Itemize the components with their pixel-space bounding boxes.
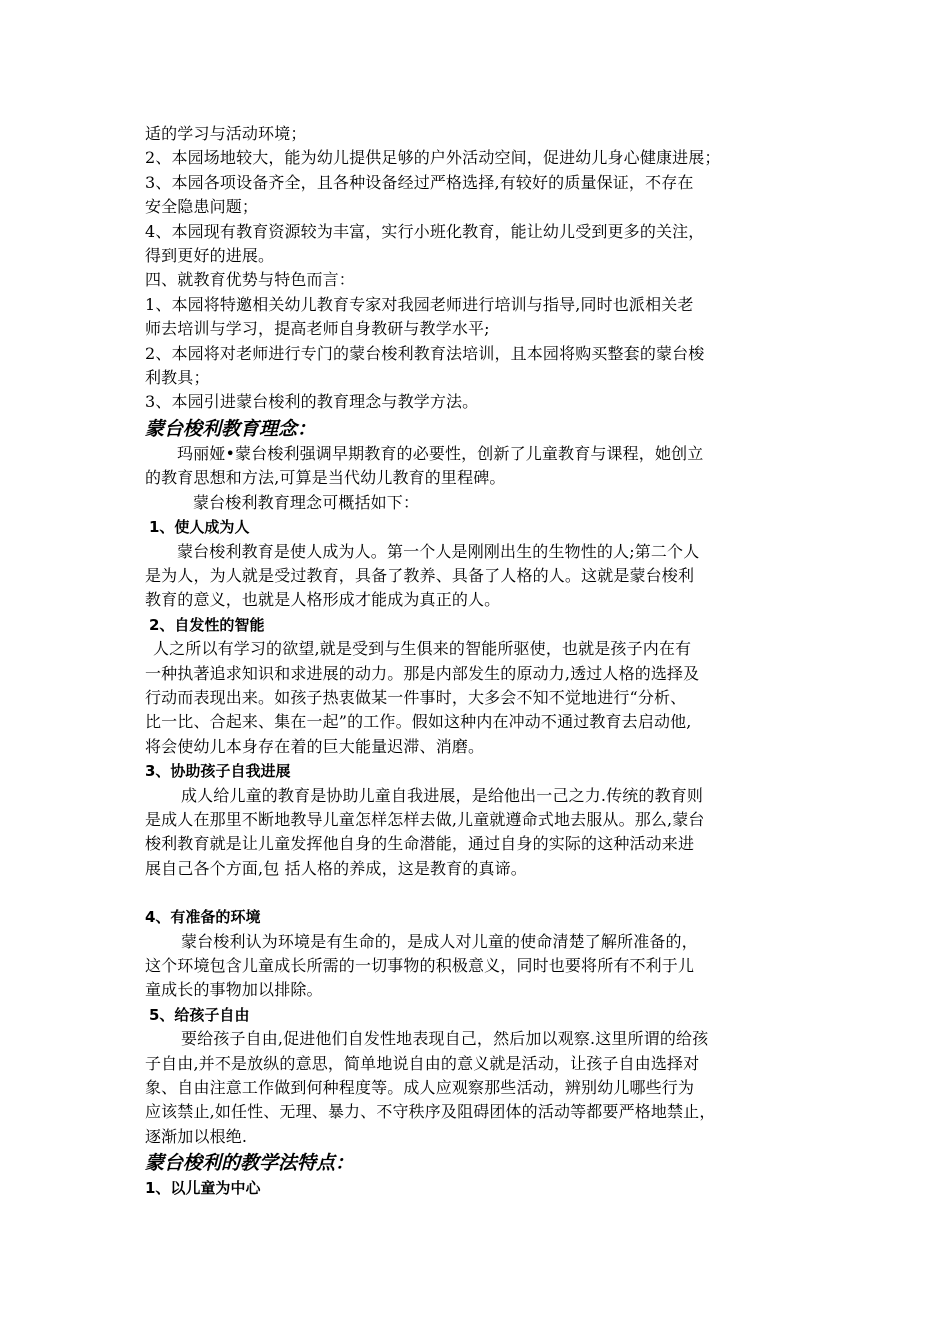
- text-line: 安全隐患问题；: [145, 197, 259, 217]
- text-line: 应该禁止,如任性、无理、暴力、不守秩序及阻碍团体的活动等都要严格地禁止，: [145, 1102, 716, 1122]
- subheading-4: 4、有准备的环境: [145, 908, 261, 927]
- text-line: 子自由,并不是放纵的意思，简单地说自由的意义就是活动，让孩子自由选择对: [145, 1053, 700, 1073]
- text-line: 1、本园将特邀相关幼儿教育专家对我园老师进行培训与指导,同时也派相关老: [145, 294, 694, 314]
- section-heading-method: 蒙台梭利的教学法特点：: [145, 1152, 355, 1175]
- text-line: 2、本园将对老师进行专门的蒙台梭利教育法培训，且本园将购买整套的蒙台梭: [145, 343, 705, 363]
- text-line: 四、就教育优势与特色而言：: [145, 270, 355, 290]
- text-line: 行动而表现出来。如孩子热衷做某一件事时，大多会不知不觉地进行“分析、: [145, 687, 687, 707]
- text-line: 一种执著追求知识和求进展的动力。那是内部发生的原动力,透过人格的选择及: [145, 663, 700, 683]
- text-line: 的教育思想和方法,可算是当代幼儿教育的里程碑。: [145, 468, 506, 488]
- text-line: 象、自由注意工作做到何种程度等。成人应观察那些活动，辨别幼儿哪些行为: [145, 1078, 695, 1098]
- text-line: 得到更好的进展。: [145, 246, 275, 266]
- text-line: 教育的意义，也就是人格形成才能成为真正的人。: [145, 590, 501, 610]
- document-body: [145, 122, 815, 1201]
- subheading-2: 2、自发性的智能: [149, 615, 265, 634]
- text-line: 师去培训与学习，提高老师自身教研与教学水平;: [145, 319, 490, 339]
- text-line: 童成长的事物加以排除。: [145, 980, 323, 1000]
- text-line: 成人给儿童的教育是协助儿童自我进展，是给他出一己之力.传统的教育则: [181, 785, 704, 805]
- text-line: 这个环境包含儿童成长所需的一切事物的积极意义，同时也要将所有不利于儿: [145, 956, 695, 975]
- text-line: 玛丽娅•蒙台梭利强调早期教育的必要性，创新了儿童教育与课程，她创立: [177, 443, 704, 463]
- text-line: 展自己各个方面,包 括人格的养成，这是教育的真谛。: [145, 858, 527, 878]
- text-line: 逐渐加以根绝.: [145, 1126, 248, 1146]
- text-line: 蒙台梭利认为环境是有生命的，是成人对儿童的使命清楚了解所准备的，: [181, 931, 698, 951]
- text-line: 是为人，为人就是受过教育，具备了教养、具备了人格的人。这就是蒙台梭利: [145, 565, 695, 585]
- text-line: 是成人在那里不断地教导儿童怎样怎样去做,儿童就遵命式地去服从。那么,蒙台: [145, 809, 705, 829]
- subheading-5: 5、给孩子自由: [149, 1005, 250, 1024]
- text-line: 3、本园引进蒙台梭利的教育理念与教学方法。: [145, 392, 479, 412]
- text-line: 蒙台梭利教育理念可概括如下：: [193, 492, 420, 512]
- text-line: 将会使幼儿本身存在着的巨大能量迟滞、消磨。: [145, 736, 485, 756]
- subheading-3: 3、协助孩子自我进展: [145, 762, 291, 781]
- text-line: 人之所以有学习的欲望,就是受到与生俱来的智能所驱使，也就是孩子内在有: [153, 639, 692, 659]
- text-line: 利教具；: [145, 368, 210, 388]
- text-line: 2、本园场地较大，能为幼儿提供足够的户外活动空间，促进幼儿身心健康进展；: [145, 148, 721, 168]
- text-line: 3、本园各项设备齐全，且各种设备经过严格选择,有较好的质量保证，不存在: [145, 172, 694, 192]
- subheading-method-1: 1、以儿童为中心: [145, 1179, 261, 1198]
- blank-line: [145, 881, 815, 905]
- text-line: 4、本园现有教育资源较为丰富，实行小班化教育，能让幼儿受到更多的关注，: [145, 221, 705, 241]
- subheading-1: 1、使人成为人: [149, 518, 250, 537]
- text-line: 梭利教育就是让儿童发挥他自身的生命潜能，通过自身的实际的这种活动来进: [145, 834, 695, 854]
- text-line: 蒙台梭利教育是使人成为人。第一个人是刚刚出生的生物性的人;第二个人: [177, 541, 700, 561]
- section-heading-idea: 蒙台梭利教育理念：: [145, 417, 317, 440]
- text-line: 适的学习与活动环境；: [145, 124, 307, 143]
- text-line: 要给孩子自由,促进他们自发性地表现自己，然后加以观察.这里所谓的给孩: [181, 1029, 709, 1049]
- text-line: 比一比、合起来、集在一起”的工作。假如这种内在冲动不通过教育去启动他,: [145, 712, 692, 732]
